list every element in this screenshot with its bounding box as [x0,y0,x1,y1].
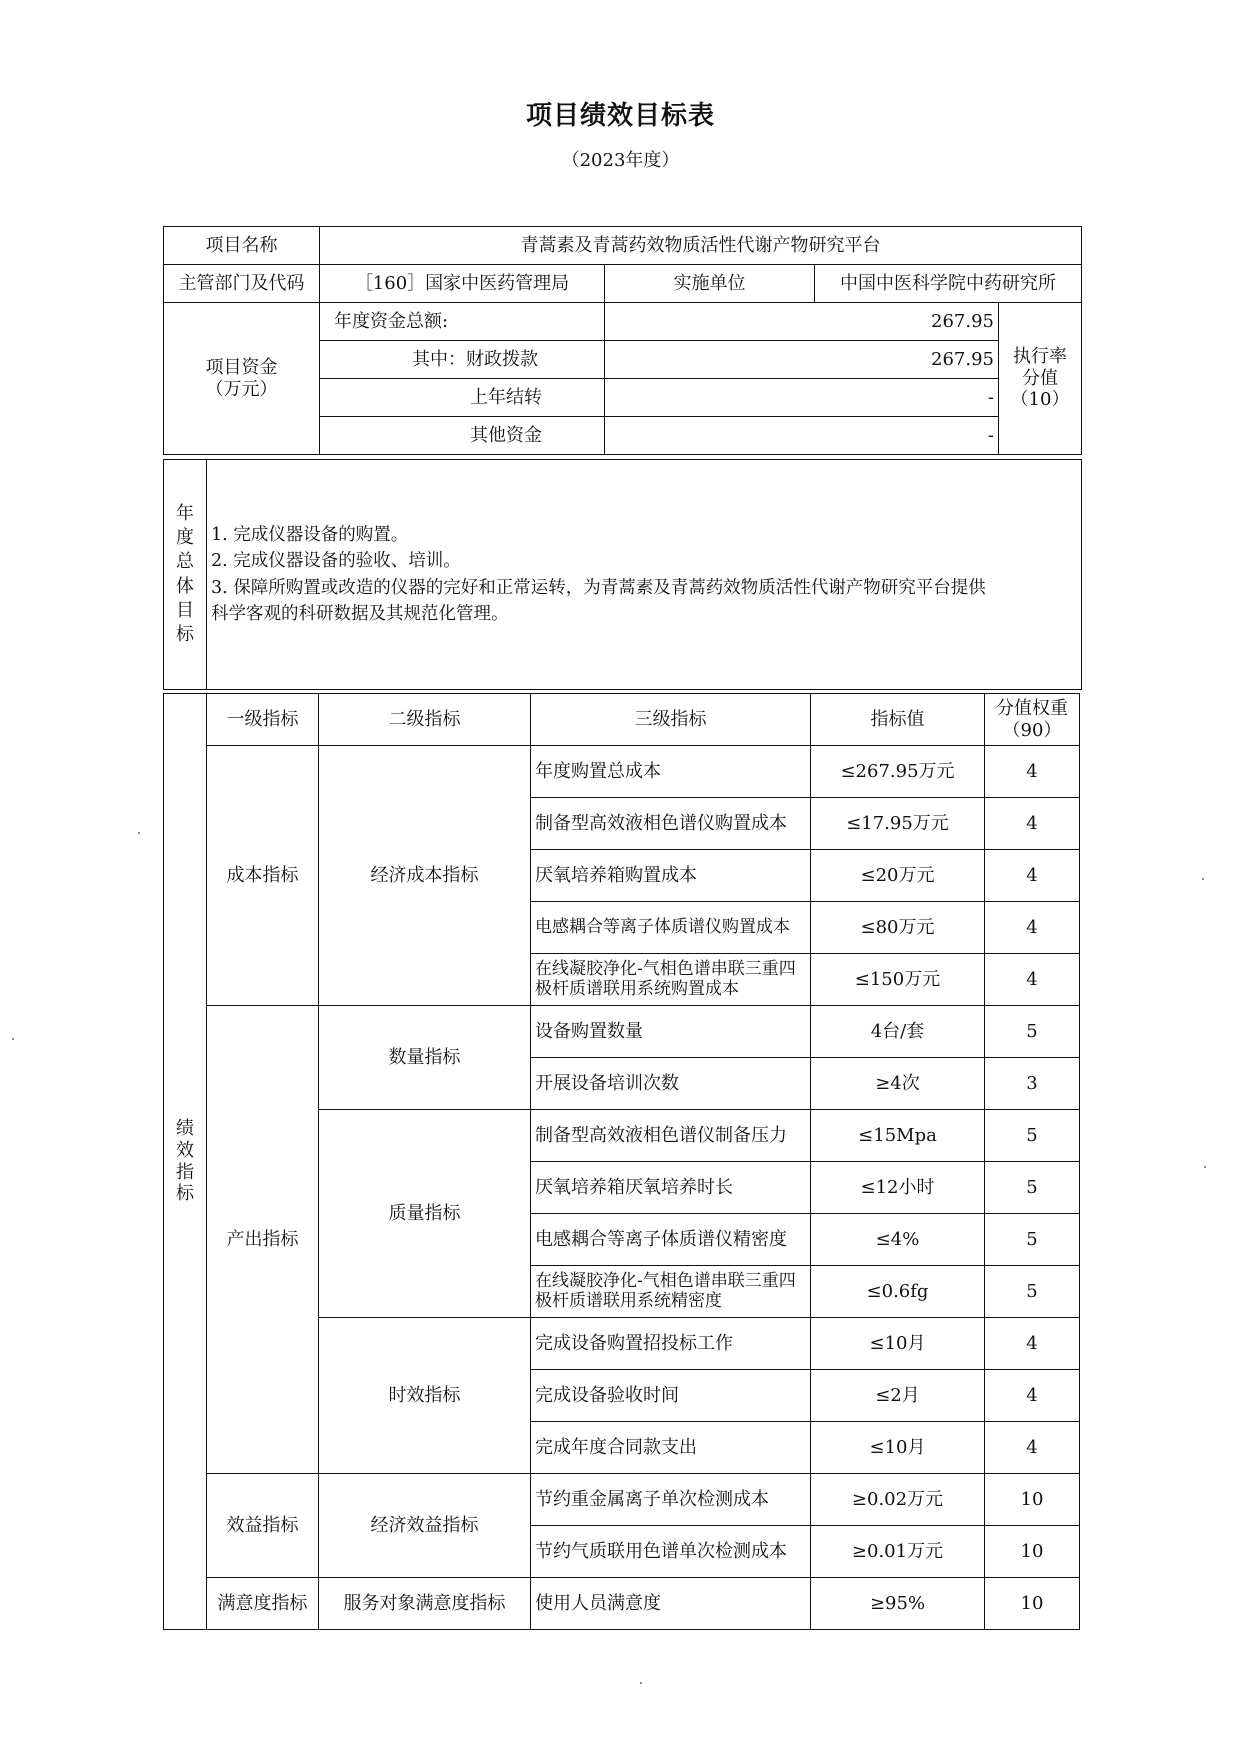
indicator-name: 完成设备购置招投标工作 [531,1318,811,1370]
satisfaction-indicator-label: 满意度指标 [207,1578,319,1630]
quality-indicator-label: 质量指标 [319,1110,531,1318]
indicator-weight: 4 [985,798,1080,850]
indicator-weight: 10 [985,1474,1080,1526]
indicator-weight: 5 [985,1266,1080,1318]
indicator-weight: 10 [985,1526,1080,1578]
table-row [164,1578,1080,1630]
funds-carryover-label: 上年结转 [320,379,605,417]
annual-goals-label: 年 度 总 体 目 标 [164,460,207,690]
indicator-value: ≤80万元 [811,902,985,954]
project-name-value: 青蒿素及青蒿药效物质活性代谢产物研究平台 [320,227,1082,265]
indicator-name: 完成年度合同款支出 [531,1422,811,1474]
scan-speck [138,832,140,834]
scan-speck [640,1682,642,1684]
table-row [164,746,1080,798]
funds-label-line2: （万元） [205,378,278,400]
output-indicator-label: 产出指标 [207,1006,319,1474]
indicator-weight: 5 [985,1214,1080,1266]
indicator-value: ≤20万元 [811,850,985,902]
indicator-name: 制备型高效液相色谱仪购置成本 [531,798,811,850]
implementing-unit-label: 实施单位 [605,265,815,303]
annual-goals-text [207,460,1082,690]
indicator-header-row [164,694,1080,746]
indicator-value: ≤10月 [811,1318,985,1370]
indicator-weight: 5 [985,1110,1080,1162]
indicator-name: 制备型高效液相色谱仪制备压力 [531,1110,811,1162]
economic-benefit-label: 经济效益指标 [319,1474,531,1578]
funds-fiscal-value: 267.95 [605,341,999,379]
funds-label [164,303,320,455]
header-weight: 分值权重 （90） [985,694,1080,746]
indicator-weight: 4 [985,1318,1080,1370]
funds-other-value: - [605,417,999,455]
indicator-name: 使用人员满意度 [531,1578,811,1630]
indicator-name: 厌氧培养箱购置成本 [531,850,811,902]
indicator-weight: 5 [985,1162,1080,1214]
timeliness-indicator-label: 时效指标 [319,1318,531,1474]
funds-fiscal-label: 其中：财政拨款 [320,341,605,379]
funds-label-line1: 项目资金 [205,356,278,378]
service-satisfaction-label: 服务对象满意度指标 [319,1578,531,1630]
indicator-name: 在线凝胶净化-气相色谱串联三重四极杆质谱联用系统购置成本 [531,954,811,1006]
performance-indicators-table [163,693,1080,1630]
department-row [164,265,1082,303]
table-row [164,1474,1080,1526]
indicator-weight: 4 [985,902,1080,954]
indicator-weight: 4 [985,1370,1080,1422]
department-label: 主管部门及代码 [164,265,320,303]
table-row [164,1006,1080,1058]
indicator-value: ≤15Mpa [811,1110,985,1162]
benefit-indicator-label: 效益指标 [207,1474,319,1578]
indicator-name: 电感耦合等离子体质谱仪精密度 [531,1214,811,1266]
goal-line: 2. 完成仪器设备的验收、培训。 [211,551,461,572]
indicator-value: ≥0.02万元 [811,1474,985,1526]
economic-cost-label: 经济成本指标 [319,746,531,1006]
indicator-value: ≥4次 [811,1058,985,1110]
funds-total-value: 267.95 [605,303,999,341]
performance-indicators-label: 绩效 指标 [164,694,207,1630]
page-subtitle: （2023年度） [561,150,680,171]
indicator-value: ≤12小时 [811,1162,985,1214]
indicator-value: 4台/套 [811,1006,985,1058]
indicator-value: ≤2月 [811,1370,985,1422]
indicator-name: 开展设备培训次数 [531,1058,811,1110]
indicator-value: ≤0.6fg [811,1266,985,1318]
project-info-table [163,226,1082,455]
quantity-indicator-label: 数量指标 [319,1006,531,1110]
indicator-weight: 4 [985,1422,1080,1474]
indicator-name: 节约重金属离子单次检测成本 [531,1474,811,1526]
indicator-name: 年度购置总成本 [531,746,811,798]
funds-carryover-value: - [605,379,999,417]
indicator-name: 厌氧培养箱厌氧培养时长 [531,1162,811,1214]
annual-goals-table [163,459,1082,690]
execution-rate-line1: 执行率 [1013,346,1067,368]
indicator-weight: 4 [985,954,1080,1006]
execution-rate-line2: 分值 [1022,367,1058,389]
indicator-name: 电感耦合等离子体质谱仪购置成本 [531,902,811,954]
indicator-value: ≤4% [811,1214,985,1266]
project-name-row [164,227,1082,265]
indicator-name: 在线凝胶净化-气相色谱串联三重四极杆质谱联用系统精密度 [531,1266,811,1318]
implementing-unit-value: 中国中医科学院中药研究所 [815,265,1082,303]
cost-indicator-label: 成本指标 [207,746,319,1006]
funds-other-label: 其他资金 [320,417,605,455]
funds-total-label: 年度资金总额: [320,303,605,341]
indicator-value: ≤10月 [811,1422,985,1474]
goal-line: 科学客观的科研数据及其规范化管理。 [211,603,509,624]
header-level3: 三级指标 [531,694,811,746]
indicator-value: ≤17.95万元 [811,798,985,850]
header-level2: 二级指标 [319,694,531,746]
scan-speck [1202,878,1204,880]
indicator-name: 完成设备验收时间 [531,1370,811,1422]
funds-row [164,303,1082,341]
indicator-value: ≤267.95万元 [811,746,985,798]
goal-line: 3. 保障所购置或改造的仪器的完好和正常运转，为青蒿素及青蒿药效物质活性代谢产物研究平台提供 [211,577,986,598]
department-value: ［160］国家中医药管理局 [320,265,605,303]
scan-speck [12,1038,14,1040]
indicator-name: 节约气质联用色谱单次检测成本 [531,1526,811,1578]
header-value: 指标值 [811,694,985,746]
header-level1: 一级指标 [207,694,319,746]
indicator-weight: 10 [985,1578,1080,1630]
indicator-value: ≤150万元 [811,954,985,1006]
execution-rate-score [999,303,1082,455]
indicator-weight: 4 [985,746,1080,798]
annual-goals-row [164,460,1082,690]
scan-speck [1204,1166,1206,1168]
project-name-label: 项目名称 [164,227,320,265]
page-title: 项目绩效目标表 [525,101,715,131]
execution-rate-line3: （10） [1010,389,1070,411]
indicator-value: ≥0.01万元 [811,1526,985,1578]
indicator-weight: 4 [985,850,1080,902]
indicator-weight: 3 [985,1058,1080,1110]
goal-line: 1. 完成仪器设备的购置。 [211,525,409,545]
indicator-value: ≥95% [811,1578,985,1630]
indicator-weight: 5 [985,1006,1080,1058]
indicator-name: 设备购置数量 [531,1006,811,1058]
